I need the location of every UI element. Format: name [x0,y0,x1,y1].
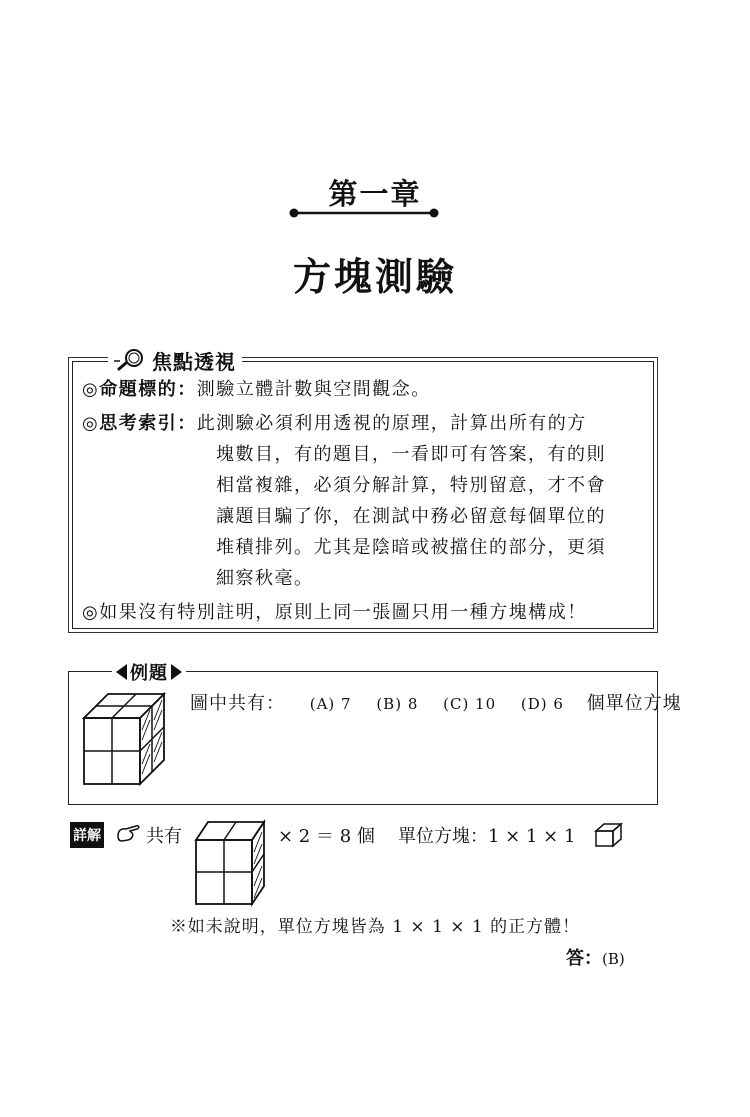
index-label: ◎思考索引： [82,413,197,434]
explanation-prefix: 共有 [146,826,182,847]
chapter-divider [288,206,440,220]
unit-cube-label: 單位方塊：1 × 1 × 1 [398,826,576,847]
example-heading-group [112,659,186,685]
unit-cube-note: ※如未說明，單位方塊皆為 1 × 1 × 1 的正方體！ [169,917,581,937]
final-answer [566,944,625,970]
option-c: (C) 10 [443,695,497,713]
left-arrow-icon [116,664,127,680]
answer-label: 答： [566,948,602,969]
answer-value: (B) [602,950,625,968]
example-question [190,689,682,715]
focus-heading-group [108,346,242,375]
objective-text: 測驗立體計數與空間觀念。 [196,379,431,400]
index-line: 讓題目騙了你，在測試中務必留意每個單位的 [216,506,606,527]
objective-label: ◎命題標的： [82,379,197,400]
right-arrow-icon [171,664,182,680]
unit-cube-icon [594,822,624,848]
pointing-hand-icon [116,822,142,844]
index-row [82,408,587,439]
cube-stack-figure [80,690,170,790]
focus-heading: 焦點透視 [152,350,236,374]
option-a: (A) 7 [309,695,352,713]
index-line: 塊數目，有的題目，一看即可有答案，有的則 [216,444,606,465]
magnifier-icon [114,349,148,373]
example-heading: 例題 [130,663,168,684]
index-line: 堆積排列。尤其是陰暗或被擋住的部分，更須 [216,537,606,558]
option-b: (B) 8 [376,695,419,713]
objective-row [82,374,431,405]
focus-note: ◎如果沒有特別註明，原則上同一張圖只用一種方塊構成！ [82,602,587,623]
index-line: 此測驗必須利用透視的原理，計算出所有的方 [196,413,587,434]
question-suffix: 個單位方塊 [586,693,682,714]
option-d: (D) 6 [520,695,564,713]
chapter-title: 方塊測驗 [292,255,457,299]
question-text: 圖中共有： [190,693,285,714]
half-cube-stack-figure [192,818,272,908]
chapter-label: 第一章 [328,177,422,211]
index-line: 細察秋毫。 [216,568,314,589]
index-line: 相當複雜，必須分解計算，特別留意，才不會 [216,475,606,496]
explanation-formula: × 2 ＝ 8 個 [278,826,375,847]
explanation-badge: 詳解 [70,822,104,848]
